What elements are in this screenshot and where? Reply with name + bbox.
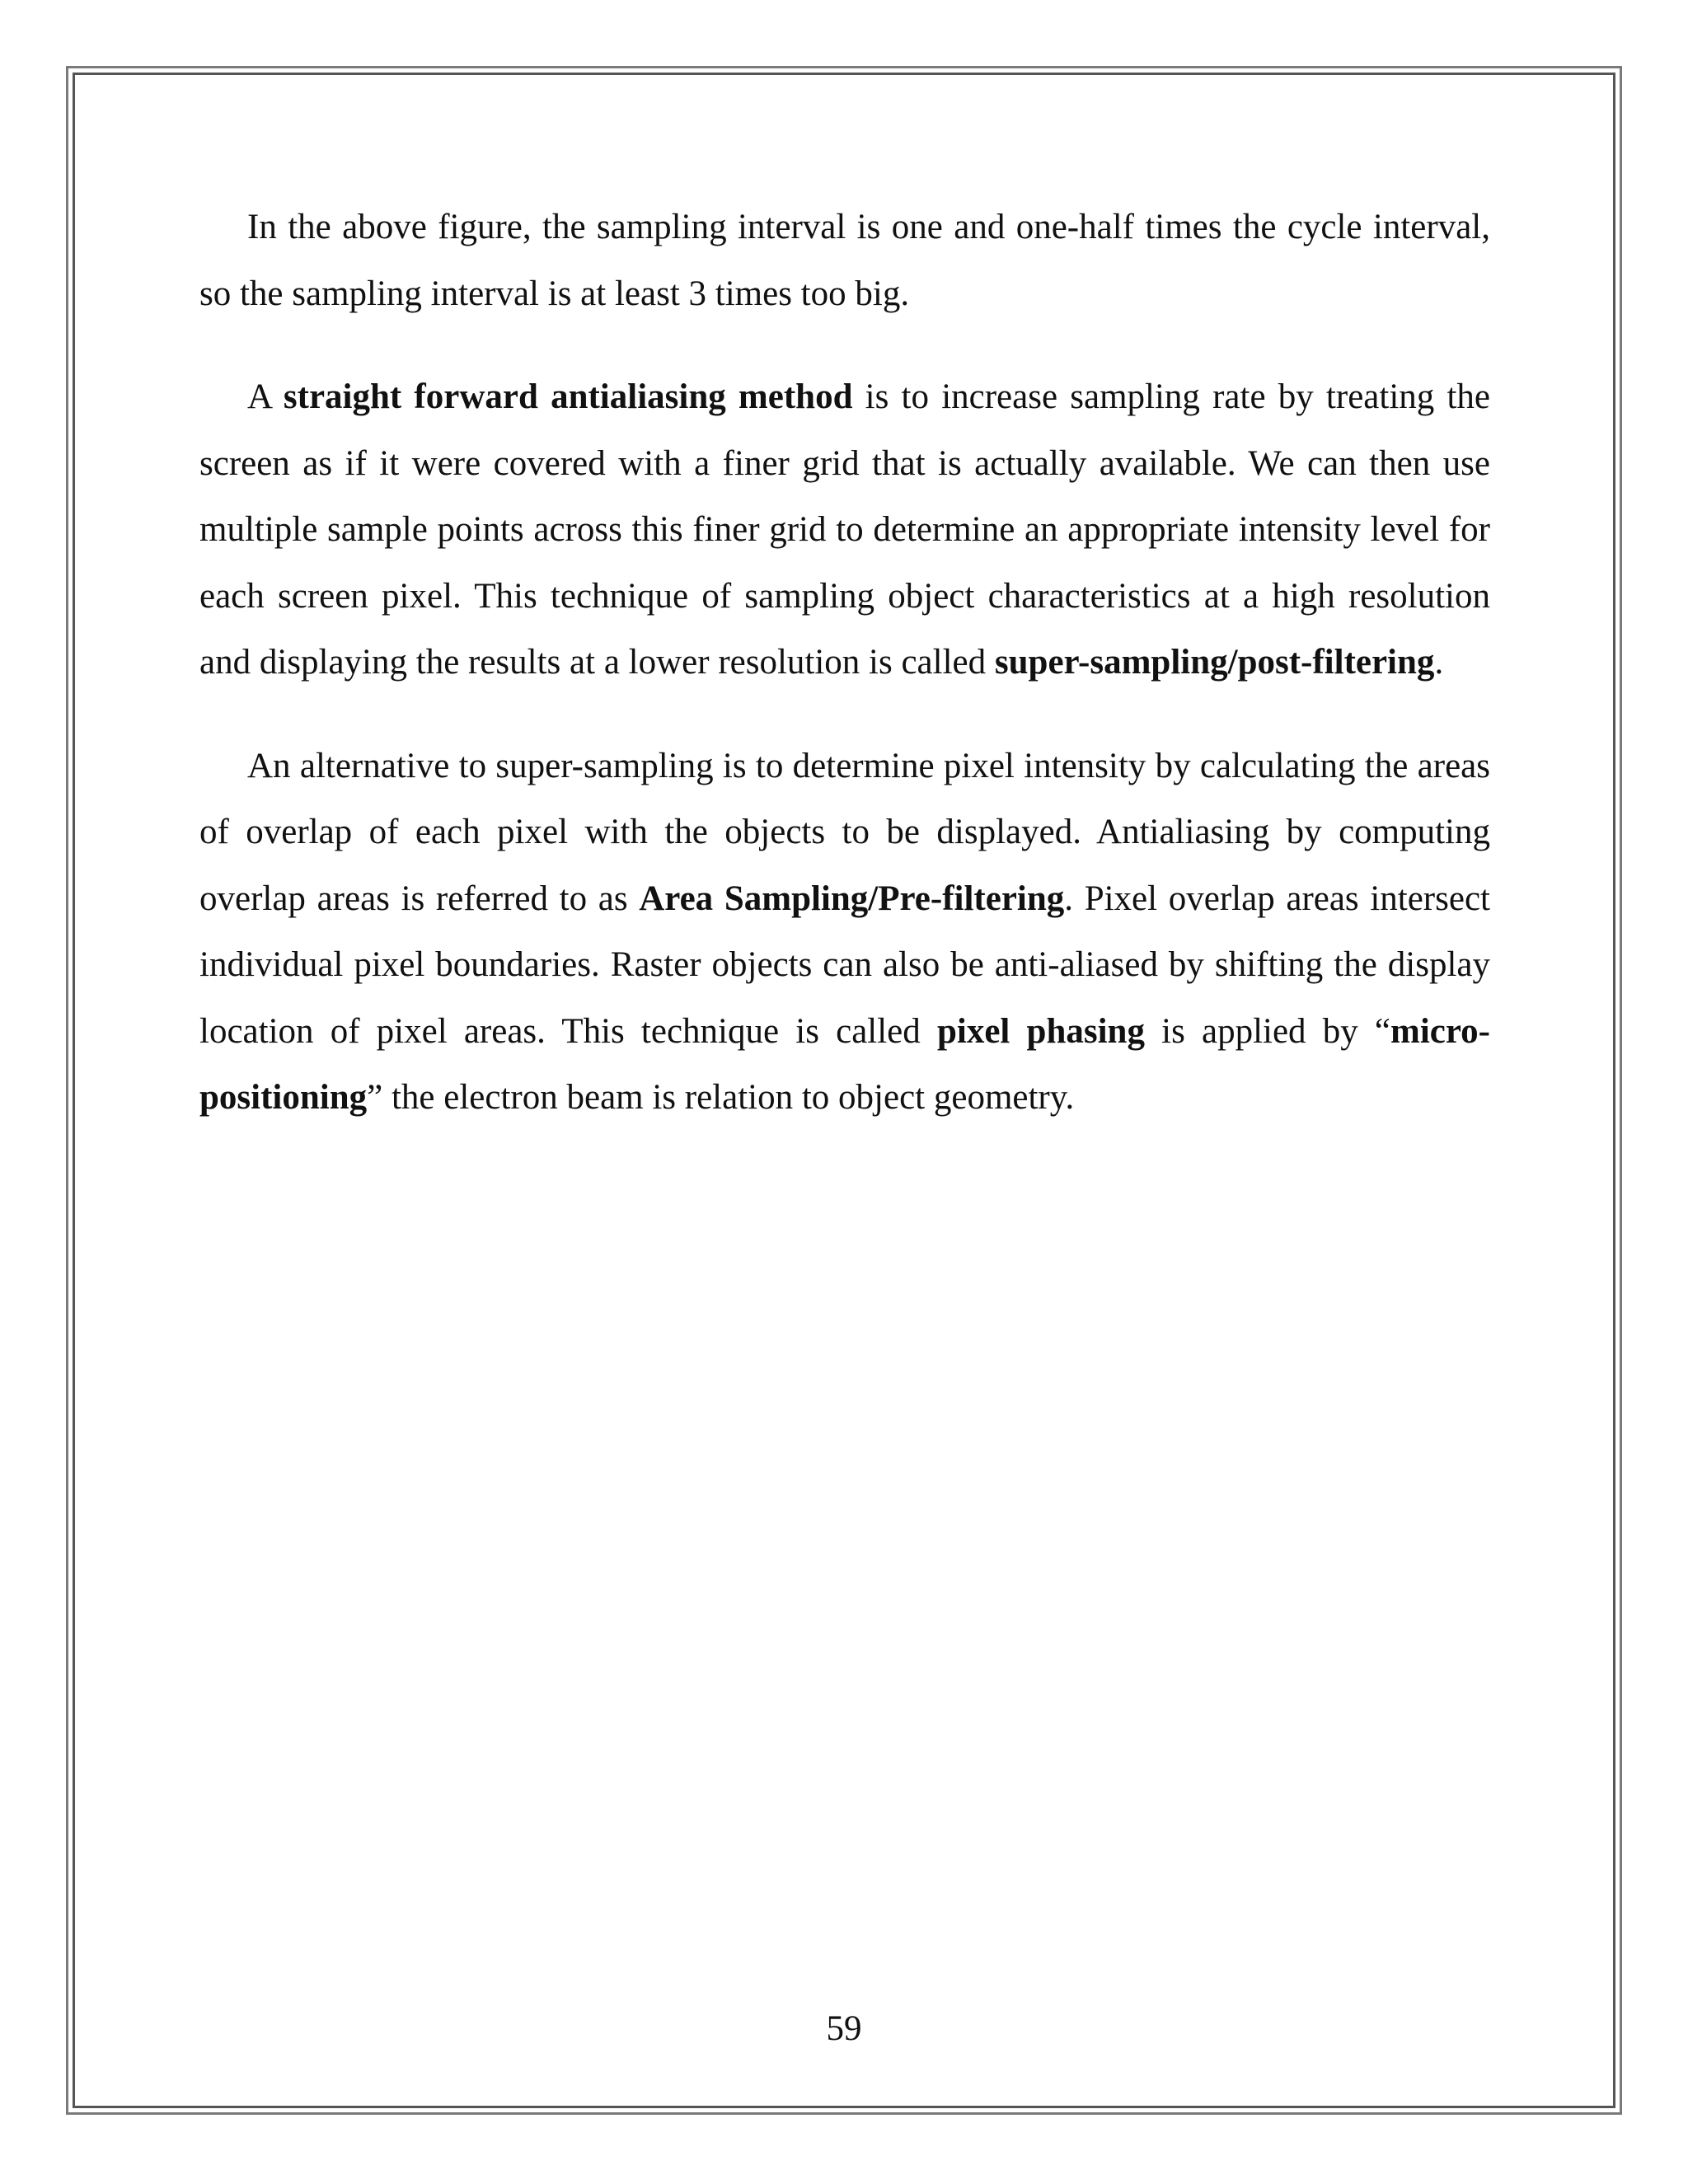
term-area-sampling: Area Sampling/Pre-filtering: [639, 879, 1065, 918]
paragraph-super-sampling: [199, 364, 1490, 696]
text-segment: In the above figure, the sampling interval is one and one-half times the cycle interval, so the sampling interval is at least 3 times too big.: [199, 208, 1490, 313]
page-content: [199, 194, 1490, 1169]
text-segment: A: [247, 377, 284, 416]
paragraph-area-sampling: [199, 733, 1490, 1132]
term-straight-forward-antialiasing: straight forward antialiasing method: [283, 377, 853, 416]
paragraph-sampling-interval: [199, 194, 1490, 327]
text-segment: .: [1434, 643, 1444, 682]
text-segment: . Pixel overlap areas intersect individual pixel boundaries. Raster objects can also be anti-aliased by shifting the display location of pixel areas. This technique is called: [199, 879, 1490, 1051]
text-segment: An alternative to super-sampling is to determine pixel intensity by calculating the areas of overlap of each pixel with the objects to be displayed. Antialiasing by computing overlap areas is referred to as: [199, 746, 1490, 918]
text-segment: ” the electron beam is relation to object geometry.: [367, 1078, 1075, 1117]
term-pixel-phasing: pixel phasing: [936, 1011, 1145, 1051]
term-micro-positioning: micro-positioning: [199, 1011, 1490, 1117]
text-segment: is to increase sampling rate by treating the screen as if it were covered with a finer grid that is actually available. We can then use multiple sample points across this finer grid to determine an appropriate intensity level for each screen pixel. This technique of sampling object characteristics at a high resolution and displaying the results at a lower resolution is called: [199, 377, 1490, 682]
text-segment: is applied by “: [1144, 1011, 1390, 1051]
term-super-sampling: super-sampling/post-filtering: [994, 643, 1435, 682]
page-number: 59: [826, 2009, 862, 2048]
